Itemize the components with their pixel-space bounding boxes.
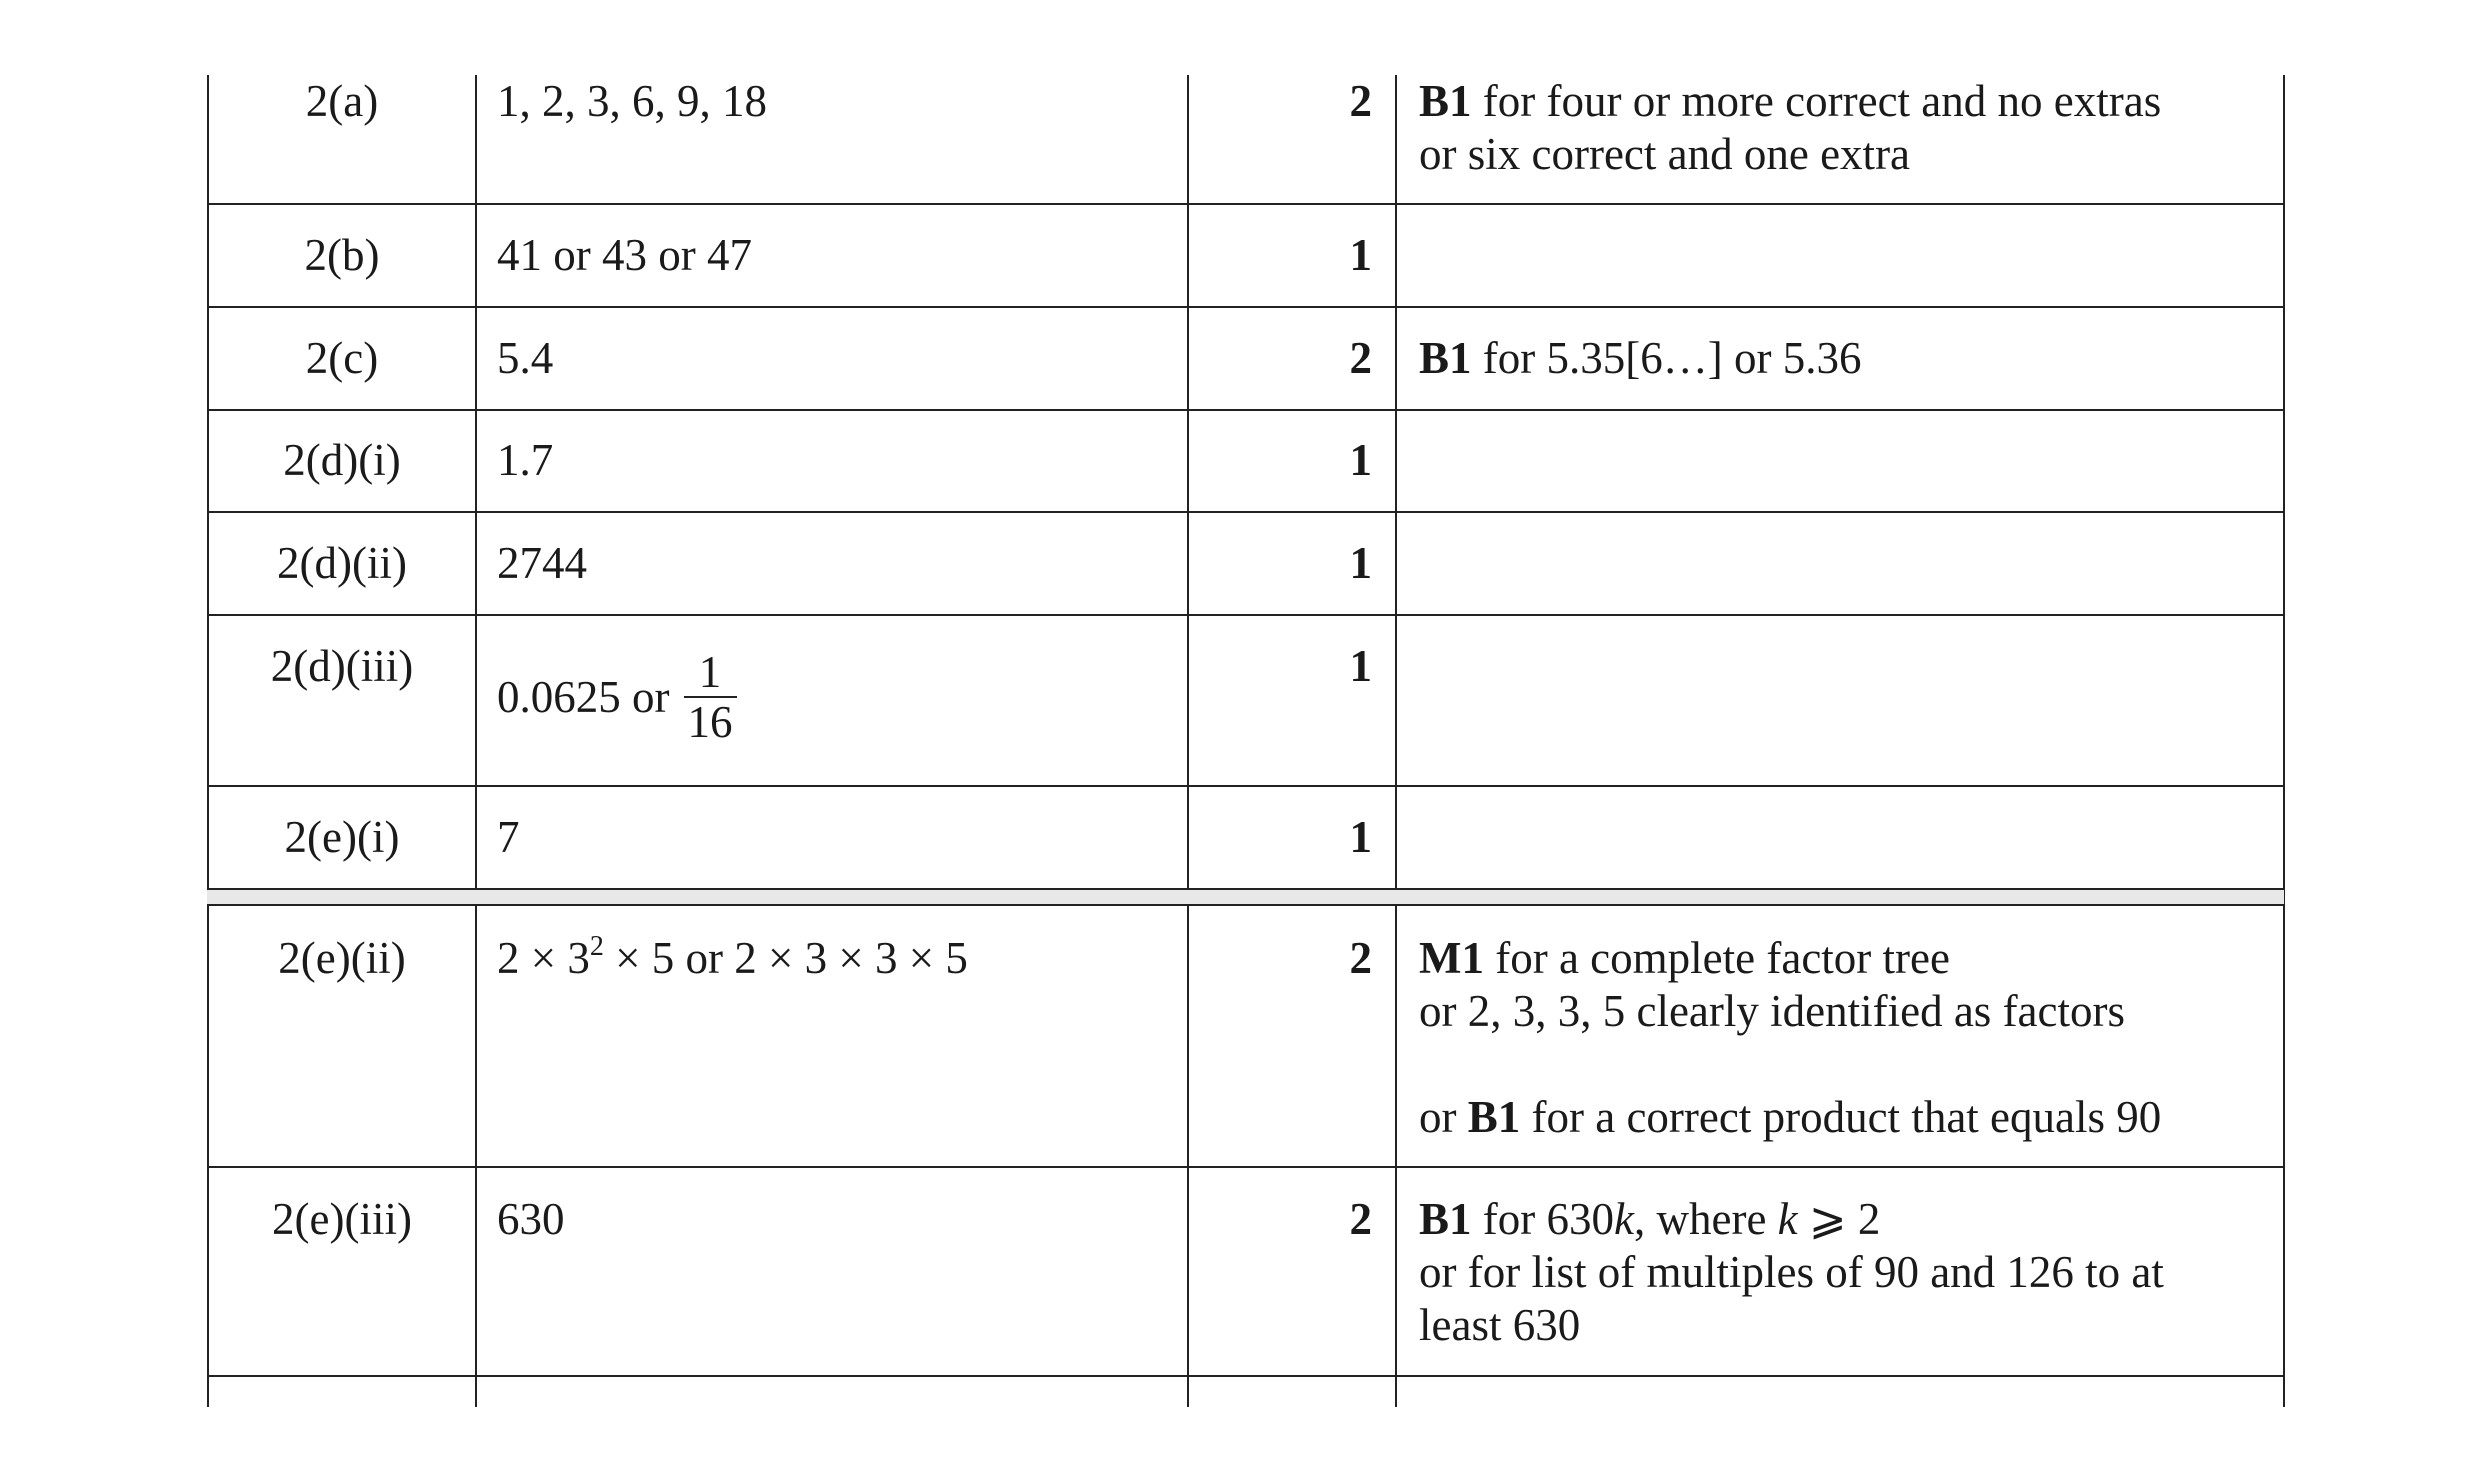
mark: 2 [1349, 1194, 1372, 1244]
guidance-line [1419, 128, 2161, 181]
question-number: 2(c) [305, 333, 379, 383]
guidance [1419, 1193, 2164, 1352]
row-rule [207, 306, 2284, 308]
mark-code: B1 [1419, 1194, 1472, 1244]
row-rule [207, 203, 2284, 205]
mark: 1 [1349, 230, 1372, 280]
row-rule [207, 511, 2284, 513]
mark: 2 [1349, 933, 1372, 983]
guidance-text: or 2, 3, 3, 5 clearly identified as factors [1419, 986, 2126, 1036]
guidance-text: , where [1633, 1194, 1778, 1244]
column-rule-marks [1395, 75, 1397, 1407]
row-rule [207, 1375, 2284, 1377]
mark: 1 [1349, 435, 1372, 485]
mark-code: B1 [1419, 333, 1472, 383]
mark: 1 [1349, 641, 1372, 691]
question-number: 2(b) [304, 230, 380, 280]
row-rule [207, 614, 2284, 616]
question-number: 2(d)(i) [283, 435, 401, 485]
guidance-text: for 630 [1471, 1194, 1614, 1244]
guidance-text: least 630 [1419, 1300, 1581, 1350]
variable: k [1614, 1194, 1634, 1244]
answer: 630 [497, 1194, 565, 1244]
row-rule [207, 1166, 2284, 1168]
question-number: 2(e)(iii) [272, 1194, 412, 1244]
answer-with-fraction [497, 648, 737, 746]
fraction [684, 648, 737, 746]
guidance-line [1419, 932, 2161, 985]
guidance-gap [1419, 1038, 2161, 1091]
guidance-text: for 5.35[6…] or 5.36 [1471, 333, 1862, 383]
row-rule [207, 785, 2284, 787]
question-number: 2(d)(ii) [277, 538, 407, 588]
guidance-text: or for list of multiples of 90 and 126 to at [1419, 1247, 2164, 1297]
guidance-line [1419, 1193, 2164, 1246]
guidance-text: for four or more correct and no extras [1471, 76, 2162, 126]
guidance-text: for a correct product that equals 90 [1520, 1092, 2162, 1142]
answer: 41 or 43 or 47 [497, 230, 752, 280]
column-rule-question [475, 75, 477, 1407]
answer-with-power [497, 932, 968, 985]
mark-code: M1 [1419, 933, 1484, 983]
mark: 1 [1349, 538, 1372, 588]
question-number: 2(e)(ii) [278, 933, 406, 983]
answer: 7 [497, 812, 520, 862]
column-rule-right [2283, 75, 2285, 1407]
guidance-line [1419, 1091, 2161, 1144]
mark: 1 [1349, 812, 1372, 862]
row-rule [207, 409, 2284, 411]
guidance-text: for a complete factor tree [1483, 933, 1950, 983]
answer-text-post: × 5 or 2 × 3 × 3 × 5 [603, 933, 968, 983]
exponent: 2 [589, 931, 604, 962]
question-number: 2(a) [305, 76, 379, 126]
guidance-line [1419, 1246, 2164, 1299]
fraction-numerator: 1 [698, 647, 722, 697]
answer: 2744 [497, 538, 587, 588]
guidance [1419, 932, 2161, 1144]
guidance-line [1419, 332, 1861, 385]
guidance-text: or six correct and one extra [1419, 129, 1911, 179]
mark: 2 [1349, 333, 1372, 383]
guidance-line [1419, 1299, 2164, 1352]
answer: 1, 2, 3, 6, 9, 18 [497, 76, 767, 126]
guidance-line [1419, 985, 2161, 1038]
row-rule [207, 904, 2284, 906]
answer: 5.4 [497, 333, 554, 383]
guidance-text: or [1419, 1092, 1468, 1142]
answer-text: 0.0625 or [497, 672, 670, 722]
mark: 2 [1349, 76, 1372, 126]
question-number: 2(e)(i) [284, 812, 400, 862]
fraction-denominator: 16 [684, 696, 737, 746]
guidance-text: ⩾ 2 [1797, 1194, 1881, 1244]
guidance-line [1419, 75, 2161, 128]
variable: k [1777, 1194, 1798, 1244]
row-rule [207, 888, 2284, 890]
answer: 1.7 [497, 435, 554, 485]
column-rule-answer [1187, 75, 1189, 1407]
guidance [1419, 332, 1861, 385]
mark-code: B1 [1419, 76, 1472, 126]
answer-text-pre: 2 × 3 [497, 933, 590, 983]
question-number: 2(d)(iii) [270, 641, 414, 691]
guidance [1419, 75, 2161, 181]
page-break-band [207, 889, 2284, 905]
mark-code: B1 [1467, 1092, 1521, 1142]
